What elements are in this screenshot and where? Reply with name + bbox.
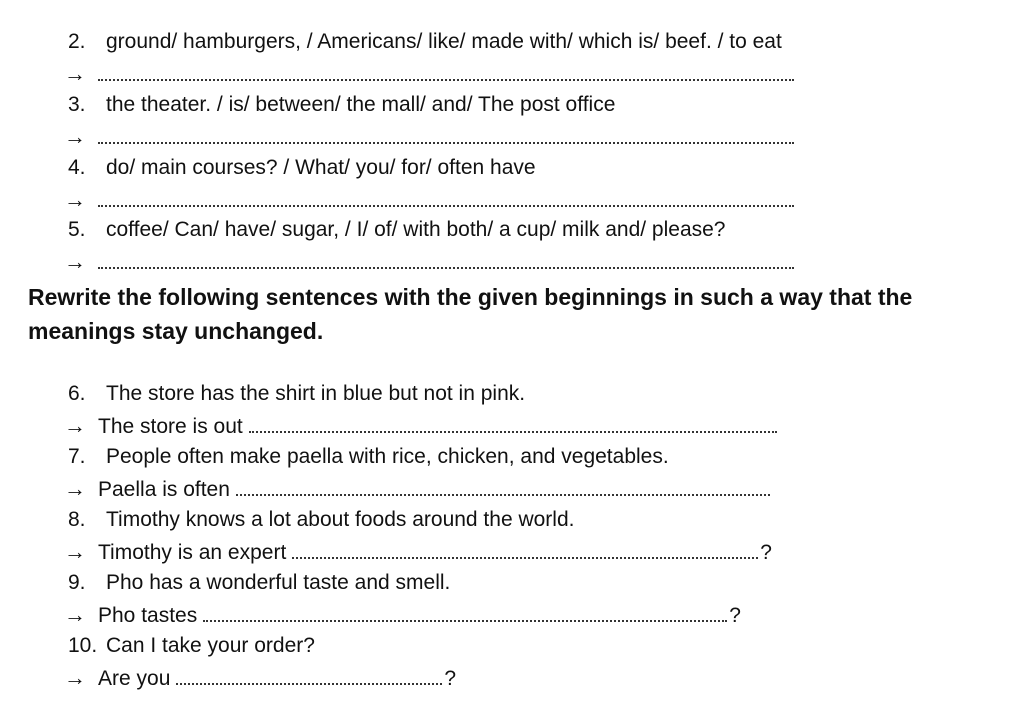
answer-prefix: Timothy is an expert	[98, 541, 287, 564]
answer-prefix: Pho tastes	[98, 604, 198, 627]
question-number: 10.	[68, 634, 98, 657]
question-item	[68, 569, 450, 597]
answer-line[interactable]	[64, 186, 794, 214]
question-item	[68, 28, 782, 56]
question-text: coffee/ Can/ have/ sugar, / I/ of/ with both/ a cup/ milk and/ please?	[106, 218, 726, 241]
answer-prefix: Paella is often	[98, 478, 230, 501]
question-text: Can I take your order?	[106, 634, 315, 657]
arrow-icon: →	[64, 665, 86, 690]
question-item	[68, 443, 669, 471]
question-item	[68, 154, 536, 182]
arrow-icon: →	[64, 187, 86, 212]
question-number: 9.	[68, 571, 86, 594]
question-item	[68, 91, 615, 119]
arrow-icon: →	[64, 602, 86, 627]
arrow-icon: →	[64, 249, 86, 274]
answer-line[interactable]	[64, 248, 794, 276]
arrow-icon: →	[64, 413, 86, 438]
answer-blank[interactable]	[249, 413, 777, 433]
answer-line[interactable]	[64, 123, 794, 151]
question-text: Timothy knows a lot about foods around the world.	[106, 508, 575, 531]
answer-prefix: The store is out	[98, 415, 243, 438]
arrow-icon: →	[64, 61, 86, 86]
answer-blank[interactable]	[98, 249, 794, 269]
answer-line[interactable]	[64, 601, 741, 630]
question-number: 2.	[68, 30, 86, 53]
question-number: 6.	[68, 382, 86, 405]
arrow-icon: →	[64, 124, 86, 149]
answer-end-mark: ?	[760, 541, 772, 564]
question-item	[68, 216, 725, 244]
answer-blank[interactable]	[236, 476, 770, 496]
section-heading: Rewrite the following sentences with the given beginnings in such a way that the meanings stay unchanged.	[28, 284, 913, 344]
question-number: 8.	[68, 508, 86, 531]
question-number: 7.	[68, 445, 86, 468]
answer-blank[interactable]	[292, 539, 758, 559]
answer-blank[interactable]	[203, 602, 727, 622]
answer-line[interactable]	[64, 664, 456, 693]
question-text: The store has the shirt in blue but not in pink.	[106, 382, 526, 405]
answer-blank[interactable]	[176, 665, 442, 685]
question-item	[68, 506, 574, 534]
answer-blank[interactable]	[98, 124, 794, 144]
question-number: 5.	[68, 218, 86, 241]
arrow-icon: →	[64, 539, 86, 564]
answer-blank[interactable]	[98, 187, 794, 207]
answer-line[interactable]	[64, 538, 772, 567]
question-number: 4.	[68, 156, 86, 179]
question-text: Pho has a wonderful taste and smell.	[106, 571, 451, 594]
answer-line[interactable]	[64, 412, 779, 441]
question-text: the theater. / is/ between/ the mall/ and/ The post office	[106, 93, 616, 116]
question-text: ground/ hamburgers, / Americans/ like/ made with/ which is/ beef. / to eat	[106, 30, 782, 53]
answer-line[interactable]	[64, 60, 794, 88]
answer-blank[interactable]	[98, 61, 794, 81]
answer-end-mark: ?	[729, 604, 741, 627]
answer-end-mark: ?	[444, 667, 457, 690]
question-text: People often make paella with rice, chicken, and vegetables.	[106, 445, 669, 468]
question-item	[68, 380, 525, 408]
answer-prefix: Are you	[98, 667, 171, 690]
arrow-icon: →	[64, 476, 86, 501]
answer-line[interactable]	[64, 475, 772, 504]
question-number: 3.	[68, 93, 86, 116]
question-item	[68, 632, 315, 660]
question-text: do/ main courses? / What/ you/ for/ often have	[106, 156, 536, 179]
